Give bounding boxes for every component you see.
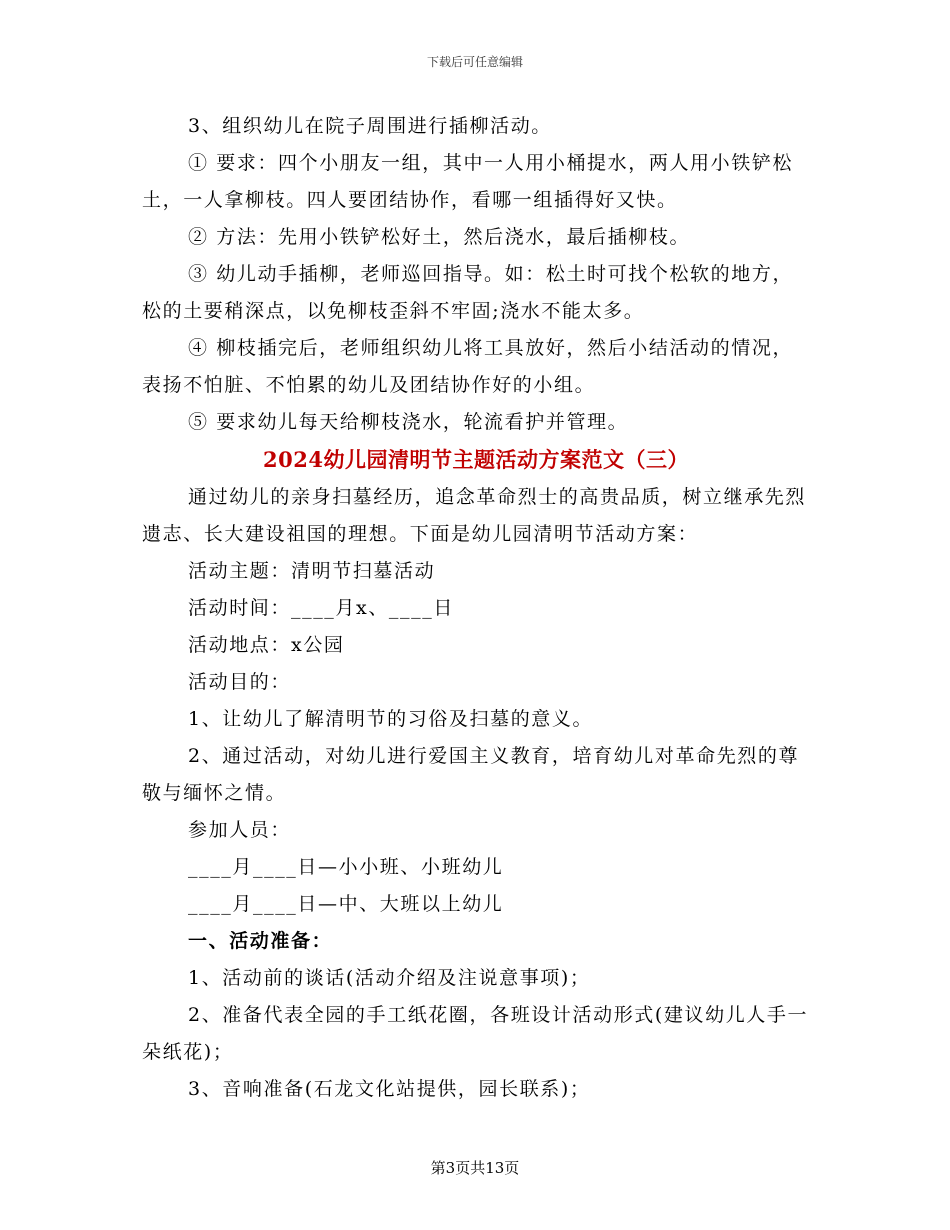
paragraph-summary: ④ 柳枝插完后，老师组织幼儿将工具放好，然后小结活动的情况，表扬不怕脏、不怕累的幼儿及团结协作好的小组。 (142, 337, 794, 396)
paragraph-participants-1: ____月____日—小小班、小班幼儿 (188, 856, 504, 878)
paragraph-prep-3: 3、音响准备(石龙文化站提供，园长联系)； (188, 1078, 591, 1100)
paragraph-method: ② 方法：先用小铁铲松好土，然后浇水，最后插柳枝。 (188, 226, 691, 248)
paragraph-purpose-2: 2、通过活动，对幼儿进行爱国主义教育，培育幼儿对革命先烈的尊敬与缅怀之情。 (142, 745, 800, 804)
paragraph-prep-1: 1、活动前的谈话(活动介绍及注说意事项)； (188, 967, 591, 989)
paragraph-activity-3: 3、组织幼儿在院子周围进行插柳活动。 (188, 115, 552, 137)
paragraph-purpose-heading: 活动目的： (188, 671, 292, 693)
paragraph-time: 活动时间：____月x、____日 (188, 597, 454, 619)
paragraph-requirement: ① 要求：四个小朋友一组，其中一人用小桶提水，两人用小铁铲松土，一人拿柳枝。四人要团结协作，看哪一组插得好又快。 (142, 152, 794, 211)
page-footer: 第3页共13页 (430, 1159, 520, 1177)
paragraph-prep-2: 2、准备代表全园的手工纸花圈，各班设计活动形式(建议幼儿人手一朵纸花)； (142, 1004, 809, 1063)
page-header: 下载后可任意编辑 (426, 55, 523, 69)
paragraph-purpose-1: 1、让幼儿了解清明节的习俗及扫墓的意义。 (188, 708, 594, 730)
paragraph-participants-heading: 参加人员： (188, 819, 292, 841)
paragraph-theme: 活动主题：清明节扫墓活动 (188, 560, 436, 582)
paragraph-guidance: ③ 幼儿动手插柳，老师巡回指导。如：松土时可找个松软的地方，松的土要稍深点，以免柳枝歪斜不牢固;浇水不能太多。 (142, 263, 794, 322)
paragraph-watering: ⑤ 要求幼儿每天给柳枝浇水，轮流看护并管理。 (188, 411, 629, 433)
paragraph-participants-2: ____月____日—中、大班以上幼儿 (188, 893, 504, 915)
paragraph-intro: 通过幼儿的亲身扫墓经历，追念革命烈士的高贵品质，树立继承先烈遗志、长大建设祖国的理想。下面是幼儿园清明节活动方案： (142, 486, 807, 545)
section-title: 2024幼儿园清明节主题活动方案范文（三） (263, 447, 689, 472)
heading-preparation: 一、活动准备： (188, 930, 333, 952)
paragraph-location: 活动地点：x公园 (188, 634, 345, 656)
document-body (142, 108, 810, 1108)
